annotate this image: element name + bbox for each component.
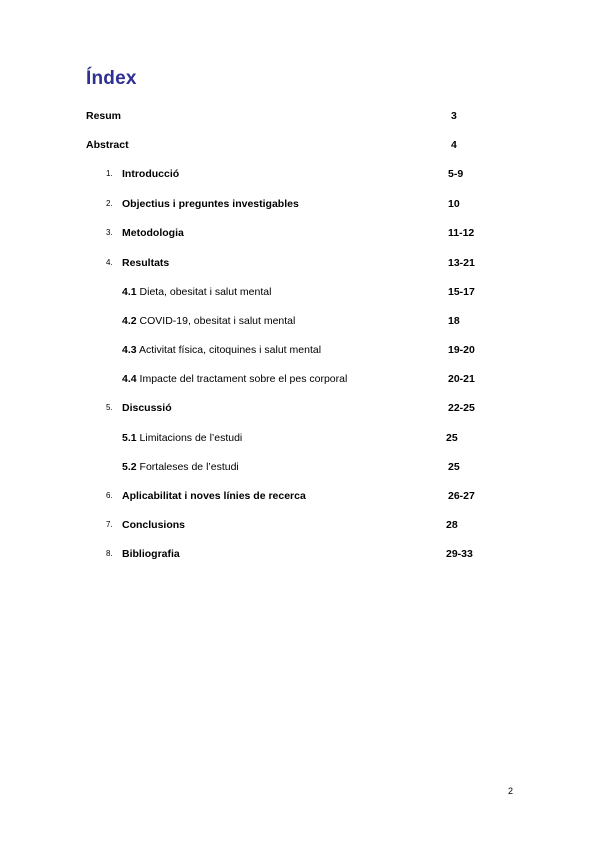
toc-label: Discussió bbox=[122, 402, 172, 414]
toc-entry-4-2[interactable] bbox=[0, 313, 599, 329]
toc-page: 29-33 bbox=[446, 548, 473, 560]
toc-number: 7. bbox=[106, 520, 113, 529]
toc-label: Bibliografia bbox=[122, 548, 180, 560]
toc-page: 25 bbox=[448, 461, 460, 473]
toc-entry-aplicabilitat[interactable] bbox=[0, 488, 599, 504]
toc-subtitle: Limitacions de l’estudi bbox=[139, 432, 243, 444]
toc-subnumber: 5.2 bbox=[122, 461, 137, 473]
toc-label bbox=[122, 459, 239, 475]
toc-number: 2. bbox=[106, 199, 113, 208]
toc-page: 22-25 bbox=[448, 402, 475, 414]
toc-subtitle: COVID-19, obesitat i salut mental bbox=[139, 315, 296, 327]
toc-number: 1. bbox=[106, 169, 113, 178]
toc-subtitle: Activitat física, citoquines i salut mental bbox=[138, 344, 322, 356]
toc-entry-abstract[interactable] bbox=[0, 137, 599, 153]
toc-page: 10 bbox=[448, 198, 460, 210]
toc-subnumber: 4.3 bbox=[122, 344, 137, 356]
index-title: Índex bbox=[86, 68, 137, 89]
toc-label: Abstract bbox=[86, 139, 129, 151]
toc-label: Objectius i preguntes investigables bbox=[122, 198, 299, 210]
toc-page: 15-17 bbox=[448, 286, 475, 298]
toc-page: 19-20 bbox=[448, 344, 475, 356]
toc-label: Aplicabilitat i noves línies de recerca bbox=[122, 490, 306, 502]
toc-page: 18 bbox=[448, 315, 460, 327]
toc-entry-5-1[interactable] bbox=[0, 430, 599, 446]
toc-page: 3 bbox=[451, 110, 457, 122]
toc-entry-conclusions[interactable] bbox=[0, 517, 599, 533]
toc-number: 8. bbox=[106, 549, 113, 558]
toc-label: Conclusions bbox=[122, 519, 186, 531]
toc-subnumber: 4.1 bbox=[122, 286, 137, 298]
toc-label bbox=[122, 371, 347, 387]
toc-page: 26-27 bbox=[448, 490, 475, 502]
page-number: 2 bbox=[508, 786, 514, 796]
toc-subtitle: Dieta, obesitat i salut mental bbox=[139, 286, 272, 298]
toc-subnumber: 5.1 bbox=[122, 432, 137, 444]
toc-page: 25 bbox=[446, 432, 458, 444]
toc-entry-objectius[interactable] bbox=[0, 196, 599, 212]
toc-page: 11-12 bbox=[448, 227, 475, 239]
toc-subnumber: 4.4 bbox=[122, 373, 137, 385]
toc-label: Metodologia bbox=[122, 227, 184, 239]
toc-number: 6. bbox=[106, 491, 113, 500]
toc-label: Introducció bbox=[122, 168, 180, 180]
toc-subtitle: Fortaleses de l’estudi bbox=[139, 461, 239, 473]
toc-entry-4-1[interactable] bbox=[0, 284, 599, 300]
toc-entry-discussio[interactable] bbox=[0, 400, 599, 416]
toc-number: 3. bbox=[106, 228, 113, 237]
toc-label bbox=[122, 430, 242, 446]
toc-subnumber: 4.2 bbox=[122, 315, 137, 327]
toc-entry-bibliografia[interactable] bbox=[0, 546, 599, 562]
toc-subtitle: Impacte del tractament sobre el pes corporal bbox=[139, 373, 348, 385]
toc-page: 4 bbox=[451, 139, 457, 151]
toc-label: Resultats bbox=[122, 257, 170, 269]
toc-entry-resultats[interactable] bbox=[0, 255, 599, 271]
toc-entry-introduccio[interactable] bbox=[0, 166, 599, 182]
toc-number: 5. bbox=[106, 403, 113, 412]
toc-page: 28 bbox=[446, 519, 458, 531]
toc-entry-4-4[interactable] bbox=[0, 371, 599, 387]
toc-page: 20-21 bbox=[448, 373, 475, 385]
toc-page: 5-9 bbox=[448, 168, 464, 180]
toc-number: 4. bbox=[106, 258, 113, 267]
toc-label bbox=[122, 284, 271, 300]
toc-entry-metodologia[interactable] bbox=[0, 225, 599, 241]
toc-entry-resum[interactable] bbox=[0, 108, 599, 124]
toc-entry-5-2[interactable] bbox=[0, 459, 599, 475]
toc-label bbox=[122, 342, 321, 358]
toc-label bbox=[122, 313, 295, 329]
toc-entry-4-3[interactable] bbox=[0, 342, 599, 358]
toc-label: Resum bbox=[86, 110, 122, 122]
toc-page: 13-21 bbox=[448, 257, 475, 269]
